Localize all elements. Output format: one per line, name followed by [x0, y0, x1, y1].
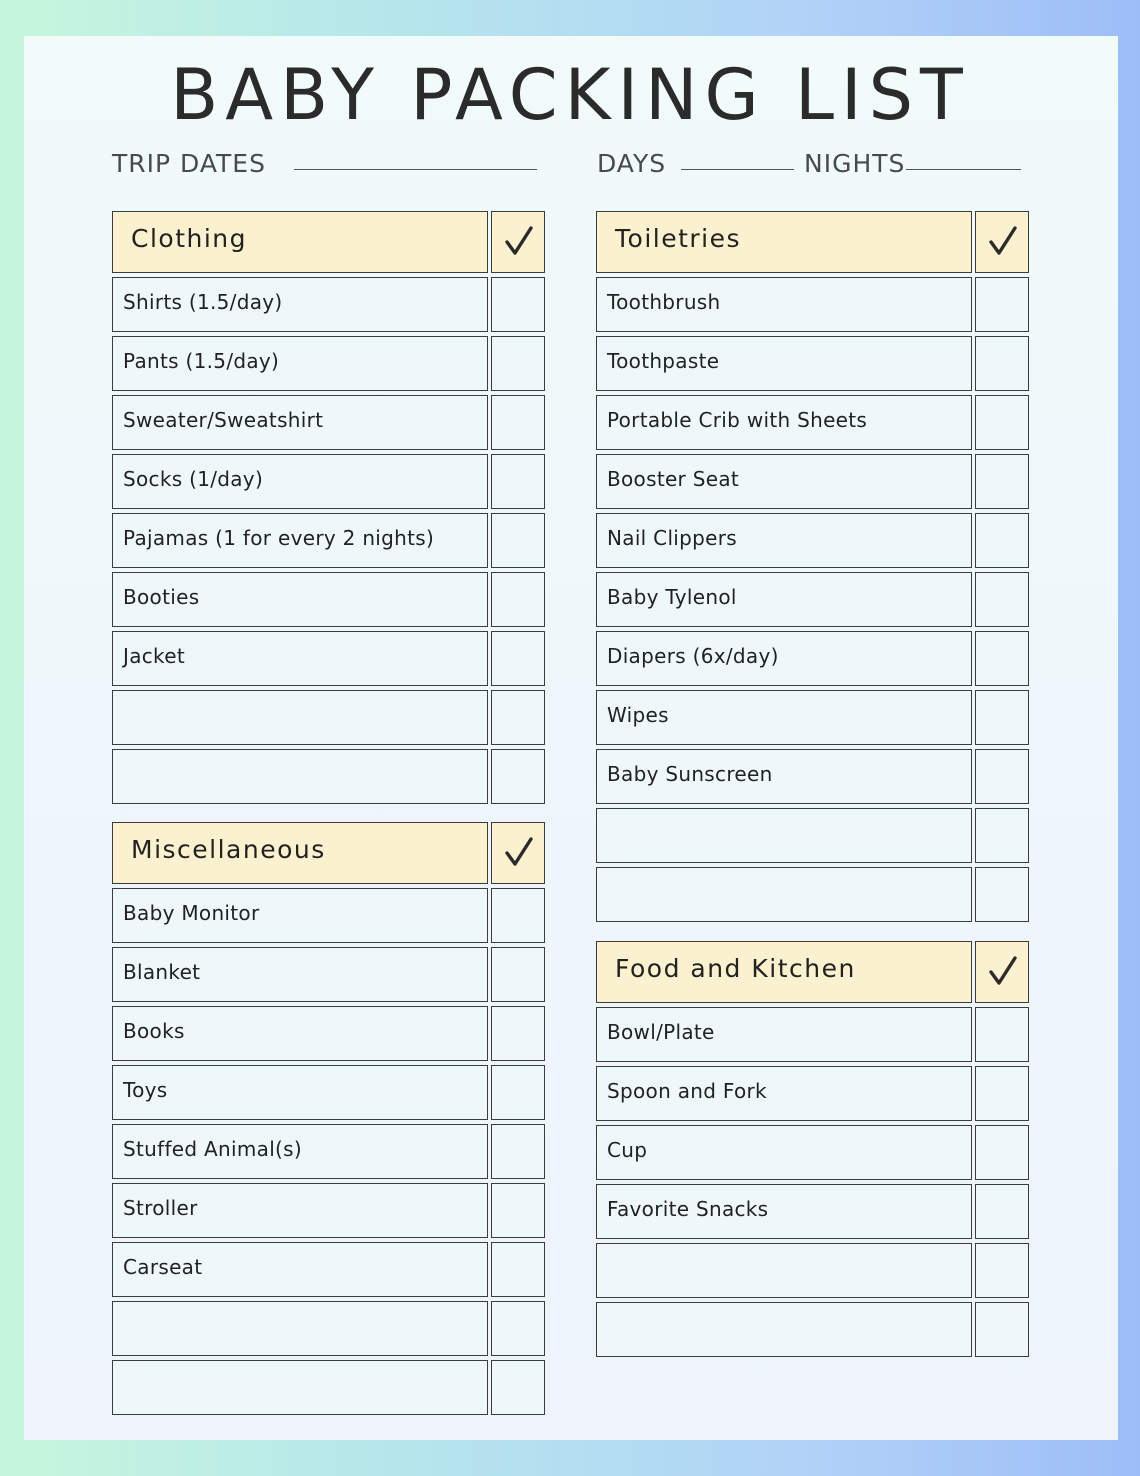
section-header-cell	[112, 822, 488, 884]
item-label: Pajamas (1 for every 2 nights)	[123, 526, 435, 550]
trip-dates-label: TRIP DATES	[112, 149, 266, 178]
item-label: Spoon and Fork	[607, 1079, 767, 1103]
item-name-cell[interactable]	[112, 1301, 488, 1356]
item-checkbox[interactable]	[975, 1125, 1029, 1180]
item-label: Toothbrush	[607, 290, 721, 314]
item-label: Toothpaste	[607, 349, 720, 373]
item-label: Nail Clippers	[607, 526, 738, 550]
item-name-cell	[112, 395, 488, 450]
item-label: Booties	[123, 585, 200, 609]
item-checkbox[interactable]	[491, 1183, 545, 1238]
item-name-cell	[596, 454, 972, 509]
item-name-cell[interactable]	[596, 808, 972, 863]
item-name-cell	[112, 454, 488, 509]
item-checkbox[interactable]	[491, 1301, 545, 1356]
item-name-cell	[596, 1007, 972, 1062]
header-check-cell	[975, 211, 1029, 273]
item-checkbox[interactable]	[975, 395, 1029, 450]
section-title: Clothing	[131, 224, 248, 253]
item-label: Sweater/Sweatshirt	[123, 408, 324, 432]
item-name-cell	[596, 1184, 972, 1239]
checkmark-icon	[988, 224, 1018, 258]
item-checkbox[interactable]	[491, 1006, 545, 1061]
item-label: Wipes	[607, 703, 669, 727]
item-checkbox[interactable]	[975, 1007, 1029, 1062]
item-checkbox[interactable]	[975, 454, 1029, 509]
item-name-cell	[112, 513, 488, 568]
nights-line[interactable]	[906, 169, 1021, 170]
header-check-cell	[975, 941, 1029, 1003]
item-name-cell	[596, 631, 972, 686]
item-checkbox[interactable]	[975, 1066, 1029, 1121]
item-checkbox[interactable]	[491, 395, 545, 450]
item-name-cell	[112, 888, 488, 943]
item-checkbox[interactable]	[975, 572, 1029, 627]
item-name-cell[interactable]	[112, 1360, 488, 1415]
item-checkbox[interactable]	[975, 1302, 1029, 1357]
item-name-cell	[596, 336, 972, 391]
item-name-cell	[112, 1183, 488, 1238]
item-name-cell[interactable]	[596, 1243, 972, 1298]
item-checkbox[interactable]	[491, 947, 545, 1002]
item-name-cell[interactable]	[112, 749, 488, 804]
header-check-cell	[491, 822, 545, 884]
page-title: BABY PACKING LIST	[170, 54, 970, 136]
item-checkbox[interactable]	[491, 1065, 545, 1120]
item-checkbox[interactable]	[491, 1124, 545, 1179]
days-label: DAYS	[597, 149, 667, 178]
item-label: Books	[123, 1019, 185, 1043]
item-name-cell[interactable]	[596, 867, 972, 922]
item-checkbox[interactable]	[975, 867, 1029, 922]
item-name-cell	[112, 631, 488, 686]
item-name-cell	[596, 1066, 972, 1121]
item-checkbox[interactable]	[975, 690, 1029, 745]
item-label: Cup	[607, 1138, 648, 1162]
item-name-cell	[112, 1242, 488, 1297]
checkmark-icon	[504, 224, 534, 258]
item-checkbox[interactable]	[975, 1184, 1029, 1239]
item-checkbox[interactable]	[491, 454, 545, 509]
header-check-cell	[491, 211, 545, 273]
section-header-cell	[596, 941, 972, 1003]
item-name-cell	[596, 513, 972, 568]
item-name-cell	[596, 572, 972, 627]
item-checkbox[interactable]	[975, 749, 1029, 804]
item-label: Portable Crib with Sheets	[607, 408, 868, 432]
item-name-cell	[112, 1124, 488, 1179]
item-checkbox[interactable]	[491, 336, 545, 391]
item-checkbox[interactable]	[491, 888, 545, 943]
checkmark-icon	[988, 954, 1018, 988]
item-name-cell	[596, 749, 972, 804]
item-checkbox[interactable]	[491, 277, 545, 332]
item-label: Booster Seat	[607, 467, 740, 491]
item-label: Bowl/Plate	[607, 1020, 715, 1044]
section-header-cell	[596, 211, 972, 273]
days-line[interactable]	[681, 169, 794, 170]
item-checkbox[interactable]	[491, 631, 545, 686]
section-header-cell	[112, 211, 488, 273]
item-label: Blanket	[123, 960, 201, 984]
item-checkbox[interactable]	[491, 513, 545, 568]
item-name-cell[interactable]	[596, 1302, 972, 1357]
item-checkbox[interactable]	[975, 336, 1029, 391]
item-label: Jacket	[123, 644, 185, 668]
item-name-cell	[112, 336, 488, 391]
section-title: Miscellaneous	[131, 835, 326, 864]
item-label: Stuffed Animal(s)	[123, 1137, 302, 1161]
section-title: Toiletries	[615, 224, 742, 253]
item-label: Socks (1/day)	[123, 467, 264, 491]
item-label: Diapers (6x/day)	[607, 644, 779, 668]
item-name-cell	[596, 395, 972, 450]
item-checkbox[interactable]	[975, 808, 1029, 863]
item-checkbox[interactable]	[975, 513, 1029, 568]
item-name-cell[interactable]	[112, 690, 488, 745]
section-title: Food and Kitchen	[615, 954, 856, 983]
item-name-cell	[596, 1125, 972, 1180]
trip-dates-line[interactable]	[294, 169, 537, 170]
item-label: Toys	[123, 1078, 168, 1102]
item-checkbox[interactable]	[491, 572, 545, 627]
item-checkbox[interactable]	[491, 1360, 545, 1415]
item-label: Carseat	[123, 1255, 203, 1279]
item-name-cell	[596, 277, 972, 332]
item-checkbox[interactable]	[975, 1243, 1029, 1298]
item-name-cell	[112, 1006, 488, 1061]
item-label: Pants (1.5/day)	[123, 349, 280, 373]
item-label: Baby Monitor	[123, 901, 260, 925]
item-checkbox[interactable]	[491, 1242, 545, 1297]
item-name-cell	[596, 690, 972, 745]
item-label: Baby Tylenol	[607, 585, 737, 609]
item-checkbox[interactable]	[975, 277, 1029, 332]
item-checkbox[interactable]	[491, 749, 545, 804]
item-checkbox[interactable]	[975, 631, 1029, 686]
item-name-cell	[112, 572, 488, 627]
checkmark-icon	[504, 835, 534, 869]
item-label: Stroller	[123, 1196, 198, 1220]
item-label: Favorite Snacks	[607, 1197, 769, 1221]
item-checkbox[interactable]	[491, 690, 545, 745]
item-label: Baby Sunscreen	[607, 762, 773, 786]
item-name-cell	[112, 277, 488, 332]
item-name-cell	[112, 1065, 488, 1120]
nights-label: NIGHTS	[804, 149, 906, 178]
item-label: Shirts (1.5/day)	[123, 290, 283, 314]
item-name-cell	[112, 947, 488, 1002]
